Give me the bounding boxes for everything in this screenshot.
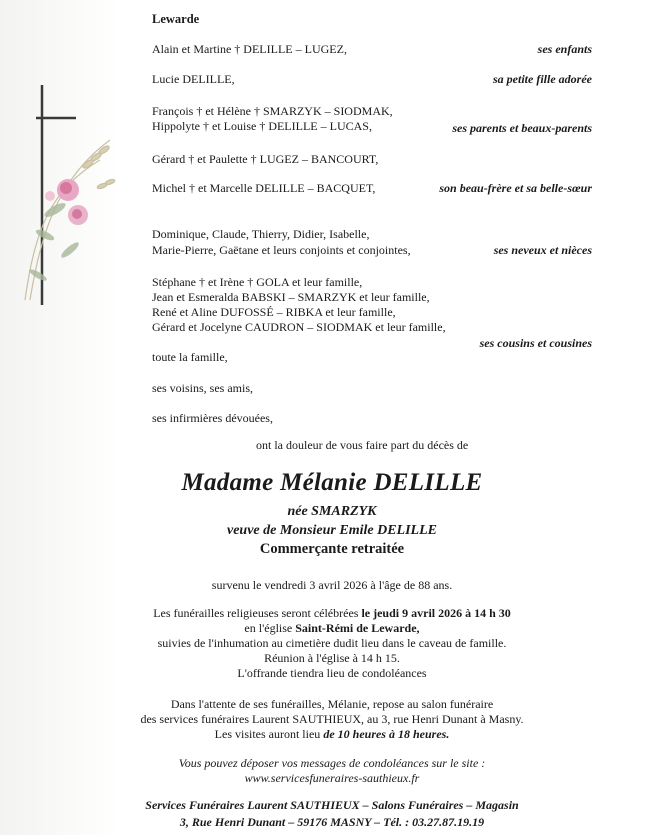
deceased-maiden-name: née SMARZYK xyxy=(287,504,377,519)
rest-visits-line xyxy=(0,727,664,742)
funeral-date-line xyxy=(0,606,664,621)
death-notice: survenu le vendredi 3 avril 2026 à l'âge de 88 ans. xyxy=(211,578,453,592)
condolences-url[interactable]: www.servicesfuneraires-sauthieux.fr xyxy=(244,771,420,785)
footer-block xyxy=(0,797,664,831)
rest-visits-prefix: Les visites auront lieu xyxy=(214,727,324,741)
condolences-block xyxy=(0,756,664,786)
city-heading: Lewarde xyxy=(152,12,200,26)
family-f3-line-2: Hippolyte † et Louise † DELILLE – LUCAS, xyxy=(152,119,372,133)
rest-line-1: Dans l'attente de ses funérailles, Mélanie, repose au salon funéraire xyxy=(170,697,494,711)
announcement-text: ont la douleur de vous faire part du décès de xyxy=(256,438,469,452)
deceased-occupation: Commerçante retraitée xyxy=(259,541,405,557)
family-f2-line-1: Lucie DELILLE, xyxy=(152,72,235,86)
family-f1-relation: ses enfants xyxy=(537,42,592,56)
footer-line-2: 3, Rue Henri Dunant – 59176 MASNY – Tél. : 03.27.87.19.19 xyxy=(179,815,485,829)
rest-visits-hours: de 10 heures à 18 heures. xyxy=(323,727,450,741)
footer-line-1: Services Funéraires Laurent SAUTHIEUX – Salons Funéraires – Magasin xyxy=(145,798,519,812)
family-f7-line-4: Gérard et Jocelyne CAUDRON – SIODMAK et leur famille, xyxy=(152,320,446,334)
deceased-name: Madame Mélanie DELILLE xyxy=(181,469,483,496)
funeral-offering: L'offrande tiendra lieu de condoléances xyxy=(237,666,427,680)
resting-details xyxy=(0,697,664,742)
family-f5-relation: son beau-frère et sa belle-sœur xyxy=(439,181,592,195)
family-f7-line-1: Stéphane † et Irène † GOLA et leur famille, xyxy=(152,275,363,289)
others-line-1: toute la famille, xyxy=(152,350,228,364)
funeral-date: le jeudi 9 avril 2026 à 14 h 30 xyxy=(361,606,511,620)
family-f3-relation: ses parents et beaux-parents xyxy=(452,121,592,135)
funeral-church-line xyxy=(0,621,664,636)
funeral-details xyxy=(0,606,664,681)
condolences-text: Vous pouvez déposer vos messages de condoléances sur le site : xyxy=(178,756,486,770)
family-f6-line-2: Marie-Pierre, Gaëtane et leurs conjoints et conjointes, xyxy=(152,243,411,257)
family-f7-relation: ses cousins et cousines xyxy=(479,336,592,350)
others-line-2: ses voisins, ses amis, xyxy=(152,381,254,395)
funeral-meeting: Réunion à l'église à 14 h 15. xyxy=(264,651,400,665)
funeral-church-prefix: en l'église xyxy=(244,621,296,635)
funeral-church: Saint-Rémi de Lewarde, xyxy=(295,621,420,635)
family-f4-line-1: Gérard † et Paulette † LUGEZ – BANCOURT, xyxy=(152,152,379,166)
family-f7-line-2: Jean et Esmeralda BABSKI – SMARZYK et leur famille, xyxy=(152,290,430,304)
funeral-burial: suivies de l'inhumation au cimetière dudit lieu dans le caveau de famille. xyxy=(157,636,507,650)
family-f1-line-1: Alain et Martine † DELILLE – LUGEZ, xyxy=(152,42,347,56)
others-line-3: ses infirmières dévouées, xyxy=(152,411,273,425)
rest-line-2: des services funéraires Laurent SAUTHIEUX, au 3, rue Henri Dunant à Masny. xyxy=(140,712,524,726)
family-f6-line-1: Dominique, Claude, Thierry, Didier, Isabelle, xyxy=(152,227,370,241)
family-f5-line-1: Michel † et Marcelle DELILLE – BACQUET, xyxy=(152,181,376,195)
cross-and-roses-illustration xyxy=(0,60,120,320)
family-f7-line-3: René et Aline DUFOSSÉ – RIBKA et leur famille, xyxy=(152,305,396,319)
funeral-intro: Les funérailles religieuses seront célébrées xyxy=(153,606,362,620)
family-f6-relation: ses neveux et nièces xyxy=(493,243,592,257)
deceased-widow-of: veuve de Monsieur Emile DELILLE xyxy=(227,523,437,538)
family-f2-relation: sa petite fille adorée xyxy=(493,72,592,86)
family-f3-line-1: François † et Hélène † SMARZYK – SIODMAK, xyxy=(152,104,393,118)
